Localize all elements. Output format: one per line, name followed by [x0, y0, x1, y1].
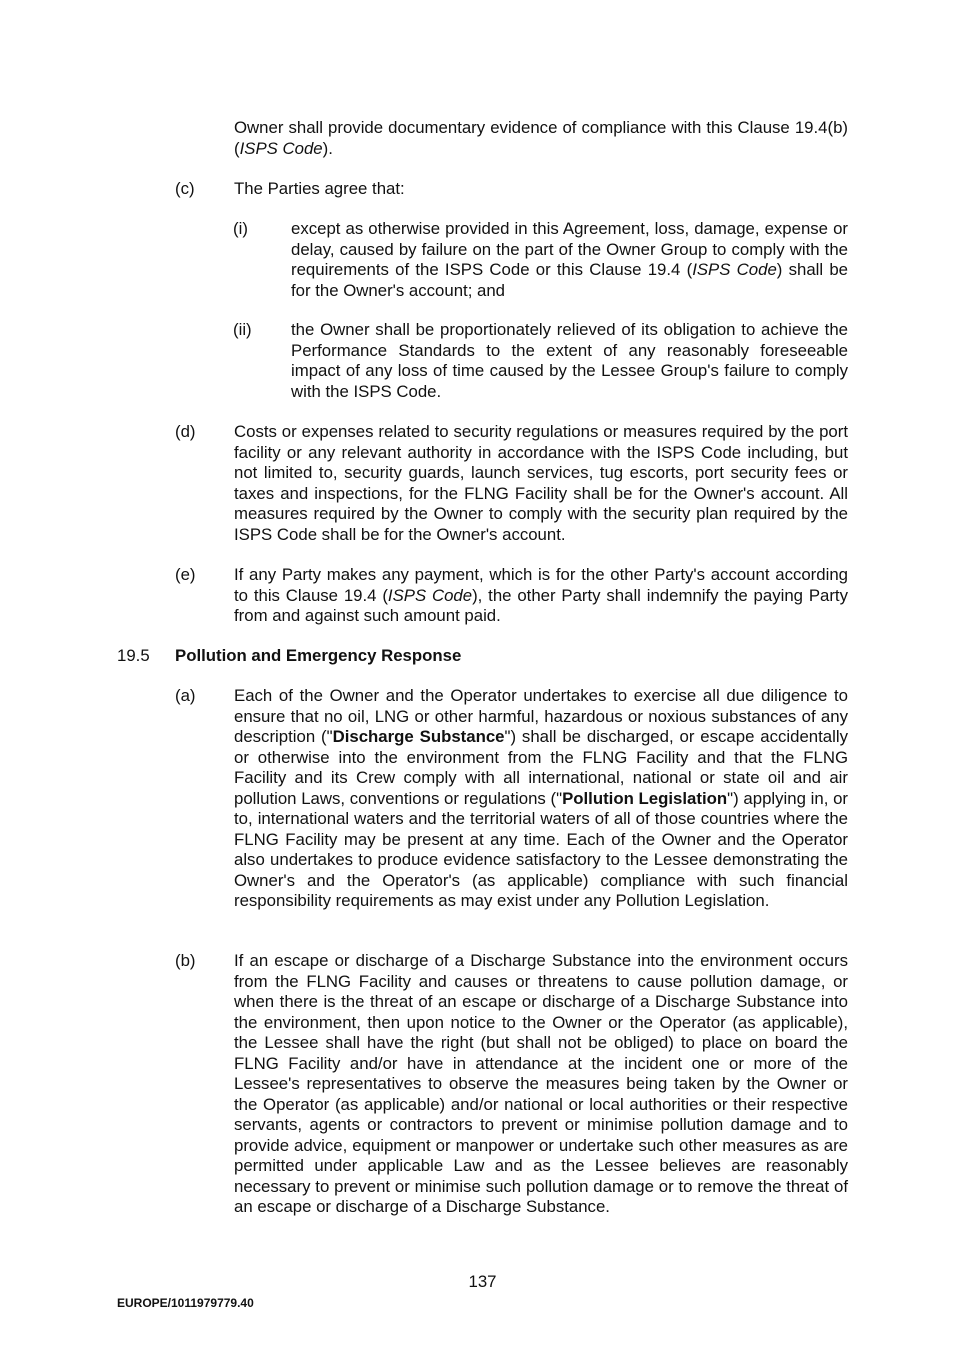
clause-19-4-c-ii-label: (ii): [233, 320, 252, 339]
clause-19-5-b-label: (b): [175, 951, 196, 970]
document-reference: EUROPE/1011979779.40: [117, 1296, 254, 1310]
page-number: 137: [468, 1272, 497, 1291]
clause-19-5-a-label: (a): [175, 686, 196, 705]
clause-19-4-c-ii-text: the Owner shall be proportionately relieved of its obligation to achieve the Performance Standards to the extent of any reasonably foreseeable impact of any loss of time caused by the Lessee Group's failure to comply with the ISPS Code.: [291, 320, 848, 401]
clause-19-4-e-label: (e): [175, 565, 196, 584]
clause-19-4-c-text: The Parties agree that:: [234, 179, 405, 198]
clause-19-5-title: Pollution and Emergency Response: [175, 646, 462, 665]
clause-19-5-b-text: If an escape or discharge of a Discharge Substance into the environment occurs from the FLNG Facility and causes or threatens to cause pollution damage, or when there is the threat of an escape or discharge of a Discharge Substance into the environment, then upon notice to the Owner or the Operator (as applicable), the Lessee shall have the right (but shall not be obliged) to place on board the FLNG Facility and/or have in attendance at the incident one or more of the Lessee's representatives to observe the measures being taken by the Owner or the Operator (as applicable) and/or national or local authorities or their respective servants, agents or contractors to prevent or minimise pollution damage and to provide advice, equipment or manpower or undertake such other measures as are permitted under applicable Law and as the Lessee believes are reasonably necessary to prevent or minimise such pollution damage or to remove the threat of an escape or discharge of a Discharge Substance.: [234, 951, 848, 1216]
clause-19-4-c-i-text: except as otherwise provided in this Agreement, loss, damage, expense or delay, caused by failure on the part of the Owner Group to comply with the requirements of the ISPS Code or this Clause 19.4 (ISPS Code) shall be for the Owner's account; and: [291, 219, 849, 300]
clause-19-4-c-label: (c): [175, 179, 195, 198]
clause-19-4-b-continuation: Owner shall provide documentary evidence of compliance with this Clause 19.4(b) (ISPS Code).: [234, 118, 848, 158]
clause-19-4-c-i-label: (i): [233, 219, 248, 238]
clause-19-4-d-text: Costs or expenses related to security regulations or measures required by the port facility or any relevant authority in accordance with the ISPS Code including, but not limited to, security guards, launch services, tug escorts, port security fees or taxes and inspections, for the FLNG Facility shall be for the Owner's account. All measures required by the Owner to comply with the security plan required by the ISPS Code shall be for the Owner's account.: [234, 422, 848, 544]
clause-19-4-d-label: (d): [175, 422, 196, 441]
clause-19-5-number: 19.5: [117, 646, 150, 665]
clause-19-5-a-text: Each of the Owner and the Operator undertakes to exercise all due diligence to ensure that no oil, LNG or other harmful, hazardous or noxious substances of any description ("Discharge Substance") shall be discharged, or escape accidentally or otherwise into the environment from the FLNG Facility and that the FLNG Facility and its Crew comply with all international, national or state oil and air pollution Laws, conventions or regulations ("Pollution Legislation") applying in, or to, international waters and the territorial waters of all of those countries where the FLNG Facility may be present at any time. Each of the Owner and the Operator also undertakes to produce evidence satisfactory to the Lessee demonstrating the Owner's and the Operator's (as applicable) compliance with such financial responsibility requirements as may exist under any Pollution Legislation.: [234, 686, 848, 910]
clause-19-4-e-text: If any Party makes any payment, which is for the other Party's account according to this Clause 19.4 (ISPS Code), the other Party shall indemnify the paying Party from and against such amount paid.: [234, 565, 848, 625]
